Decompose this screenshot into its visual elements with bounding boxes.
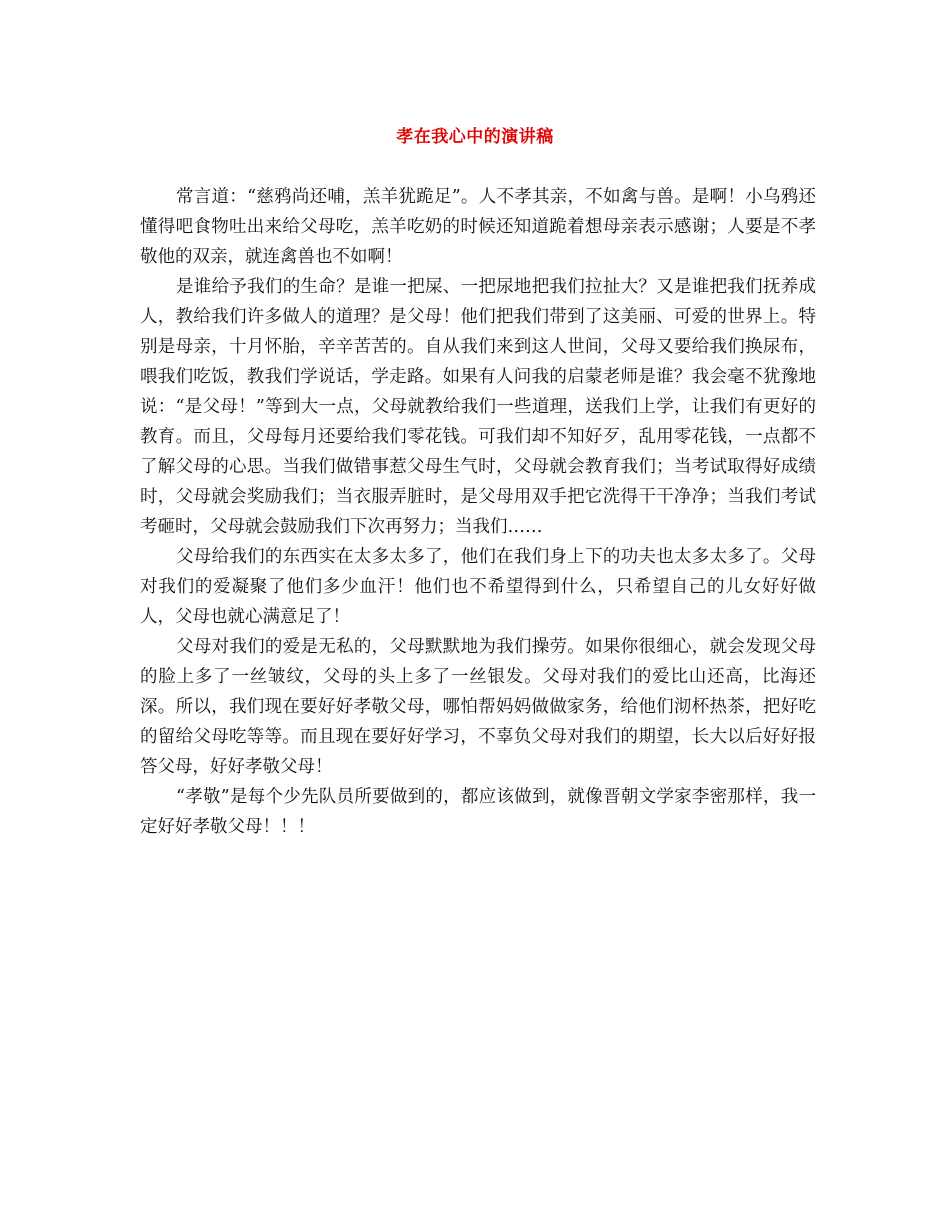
paragraph-1: 常言道：“慈鸦尚还哺，羔羊犹跪足”。人不孝其亲，不如禽与兽。是啊！小乌鸦还懂得吧食物吐出来给父母吃，羔羊吃奶的时候还知道跪着想母亲表示感谢；人要是不孝敬他的双亲，就连禽兽也不如啊！ — [140, 187, 816, 267]
paragraph-3: 父母给我们的东西实在太多太多了，他们在我们身上下的功夫也太多太多了。父母对我们的爱凝聚了他们多少血汗！他们也不希望得到什么，只希望自己的儿女好好做人，父母也就心满意足了！ — [140, 547, 816, 627]
document-title: 孝在我心中的演讲稿 — [396, 127, 554, 147]
paragraph-5: “孝敬”是每个少先队员所要做到的，都应该做到，就像晋朝文学家李密那样，我一定好好孝敬父母！！！ — [140, 787, 816, 837]
document-body — [140, 182, 816, 842]
paragraph-4: 父母对我们的爱是无私的，父母默默地为我们操劳。如果你很细心，就会发现父母的脸上多了一丝皱纹，父母的头上多了一丝银发。父母对我们的爱比山还高，比海还深。所以，我们现在要好好孝敬父母，哪怕帮妈妈做做家务，给他们沏杯热茶，把好吃的留给父母吃等等。而且现在要好好学习，不辜负父母对我们的期望，长大以后好好报答父母，好好孝敬父母！ — [140, 637, 816, 777]
paragraph-2: 是谁给予我们的生命？是谁一把屎、一把尿地把我们拉扯大？又是谁把我们抚养成人，教给我们许多做人的道理？是父母！他们把我们带到了这美丽、可爱的世界上。特别是母亲，十月怀胎，辛辛苦苦的。自从我们来到这人世间，父母又要给我们换尿布，喂我们吃饭，教我们学说话，学走路。如果有人问我的启蒙老师是谁？我会毫不犹豫地说：“是父母！”等到大一点，父母就教给我们一些道理，送我们上学，让我们有更好的教育。而且，父母每月还要给我们零花钱。可我们却不知好歹，乱用零花钱，一点都不了解父母的心思。当我们做错事惹父母生气时，父母就会教育我们；当考试取得好成绩时，父母就会奖励我们；当衣服弄脏时，是父母用双手把它洗得干干净净；当我们考试考砸时，父母就会鼓励我们下次再努力；当我们…… — [140, 277, 816, 537]
